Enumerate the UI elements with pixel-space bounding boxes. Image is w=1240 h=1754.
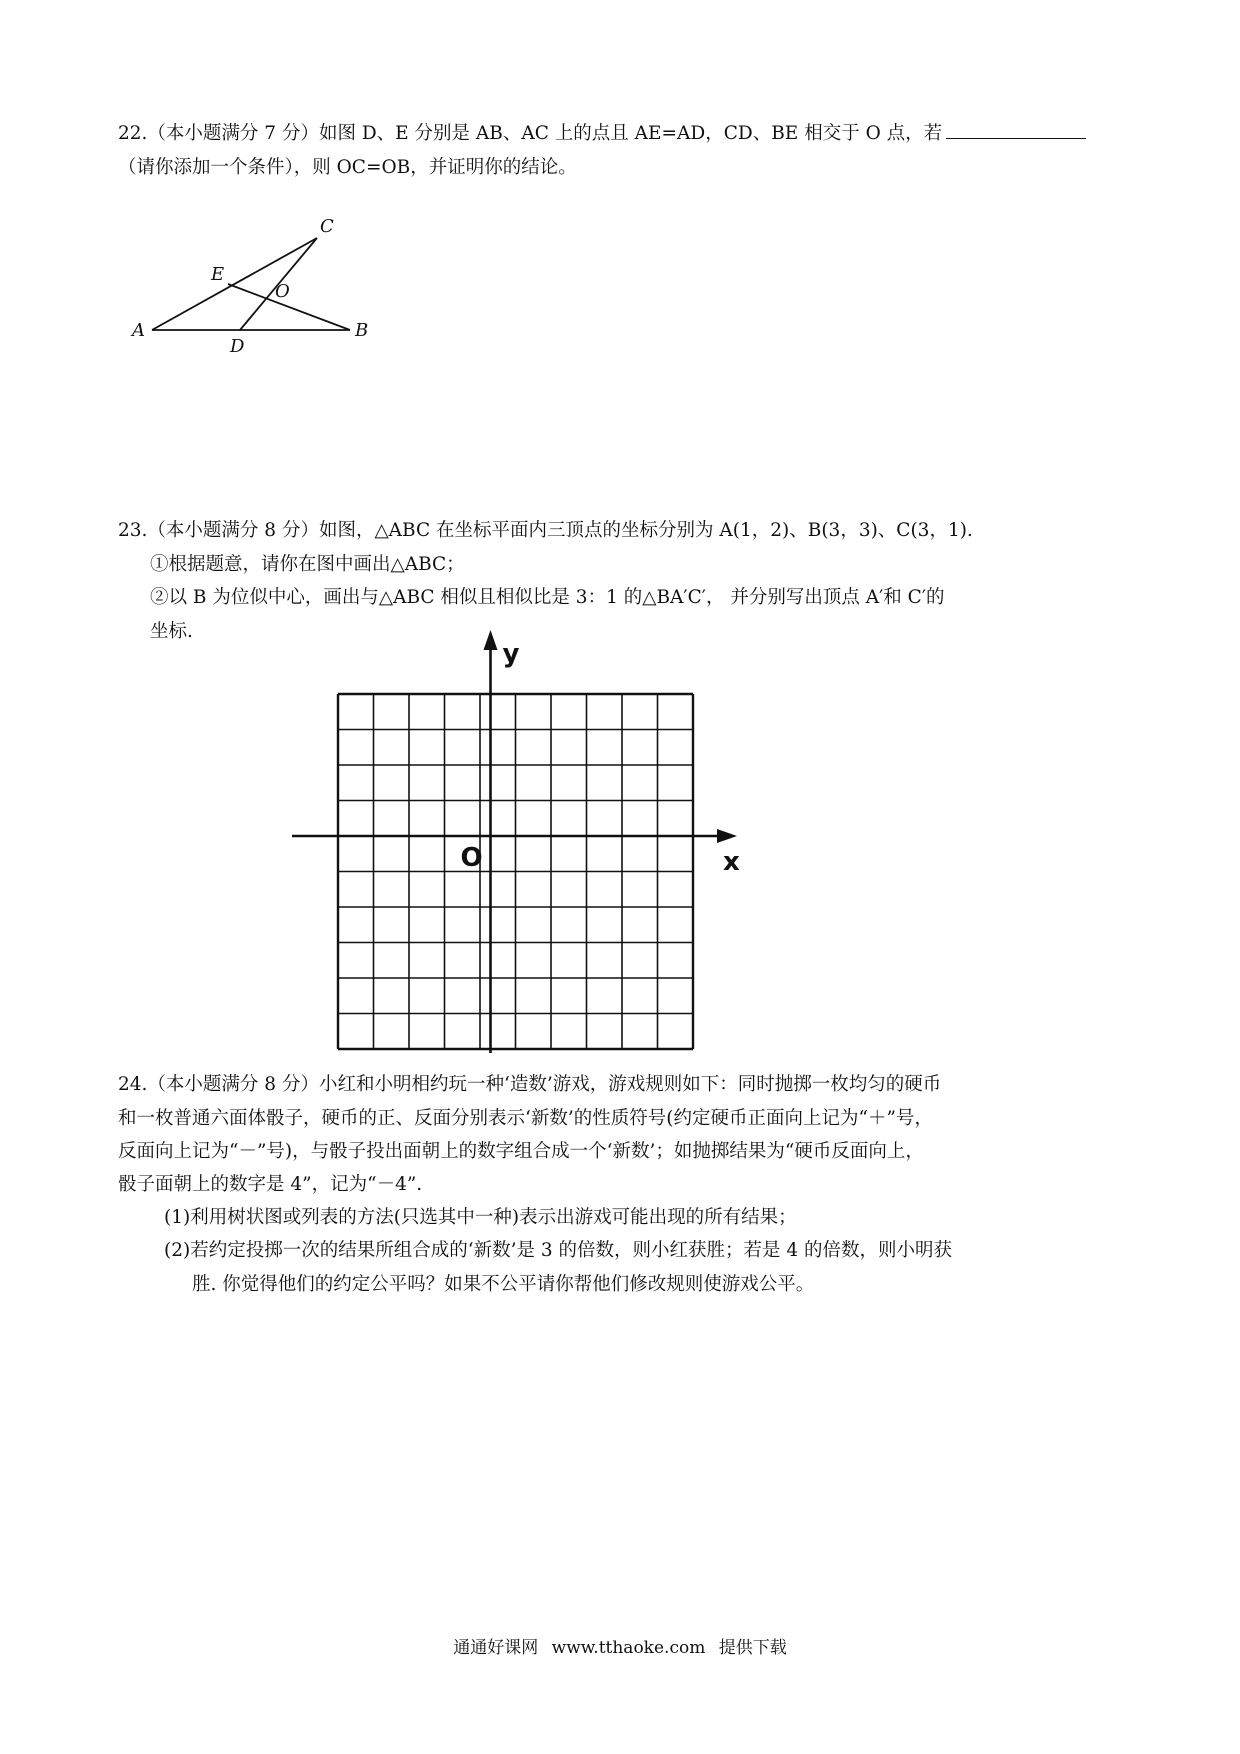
x-axis-label: x — [723, 847, 740, 877]
q22-text-1: 22.（本小题满分 7 分）如图 D、E 分别是 AB、AC 上的点且 AE=AD，CD、BE 相交于 O 点，若 — [118, 123, 943, 144]
q22-answer-blank[interactable] — [946, 118, 1086, 139]
q23-line-1: 23.（本小题满分 8 分）如图，△ABC 在坐标平面内三顶点的坐标分别为 A(1，2)、B(3，3)、C(3，1). — [118, 520, 973, 541]
q23-coordinate-grid[interactable] — [280, 628, 770, 1053]
q23-line-2: ①根据题意，请你在图中画出△ABC； — [150, 554, 465, 575]
q24-line-4: 骰子面朝上的数字是 4”，记为“－4”. — [118, 1174, 423, 1195]
q24-line-2: 和一枚普通六面体骰子，硬币的正、反面分别表示‘新数’的性质符号(约定硬币正面向上记为“＋”号， — [118, 1108, 933, 1129]
q22-line-2: （请你添加一个条件），则 OC=OB，并证明你的结论。 — [118, 157, 577, 178]
q23-line-4: 坐标. — [150, 621, 193, 642]
label-a: A — [132, 320, 145, 341]
label-d: D — [230, 336, 245, 357]
grid-lines — [338, 694, 693, 1049]
origin-label: O — [460, 843, 483, 873]
q22-triangle-figure — [110, 210, 380, 360]
page-footer — [0, 1636, 1240, 1660]
label-c: C — [320, 216, 334, 237]
y-axis-arrow — [484, 630, 498, 650]
q22-line-1 — [118, 118, 1128, 149]
q24-line-6: (2)若约定投掷一次的结果所组合成的‘新数’是 3 的倍数，则小红获胜；若是 4 的倍数，则小明获 — [164, 1240, 953, 1261]
y-axis-label: y — [502, 639, 520, 669]
q23-line-3: ②以 B 为位似中心，画出与△ABC 相似且相似比是 3：1 的△BA′C′， 并分别写出顶点 A′和 C′的 — [150, 587, 945, 608]
q24-line-3: 反面向上记为“－”号)，与骰子投出面朝上的数字组合成一个‘新数’；如抛掷结果为“硬币反面向上， — [118, 1141, 924, 1162]
q24-line-5: (1)利用树状图或列表的方法(只选其中一种)表示出游戏可能出现的所有结果； — [164, 1207, 797, 1228]
footer-suffix: 提供下载 — [718, 1638, 787, 1658]
footer-site-name: 通通好课网 — [453, 1638, 539, 1658]
q24-line-1: 24.（本小题满分 8 分）小红和小明相约玩一种‘造数’游戏，游戏规则如下：同时抛掷一枚均匀的硬币 — [118, 1074, 942, 1095]
label-e: E — [211, 264, 225, 285]
q24-line-7: 胜. 你觉得他们的约定公平吗？如果不公平请你帮他们修改规则使游戏公平。 — [192, 1274, 815, 1295]
x-axis-arrow — [717, 829, 737, 843]
segment-ac — [152, 238, 317, 330]
label-o: O — [275, 281, 290, 302]
footer-url[interactable]: www.tthaoke.com — [551, 1638, 706, 1658]
label-b: B — [355, 320, 369, 341]
